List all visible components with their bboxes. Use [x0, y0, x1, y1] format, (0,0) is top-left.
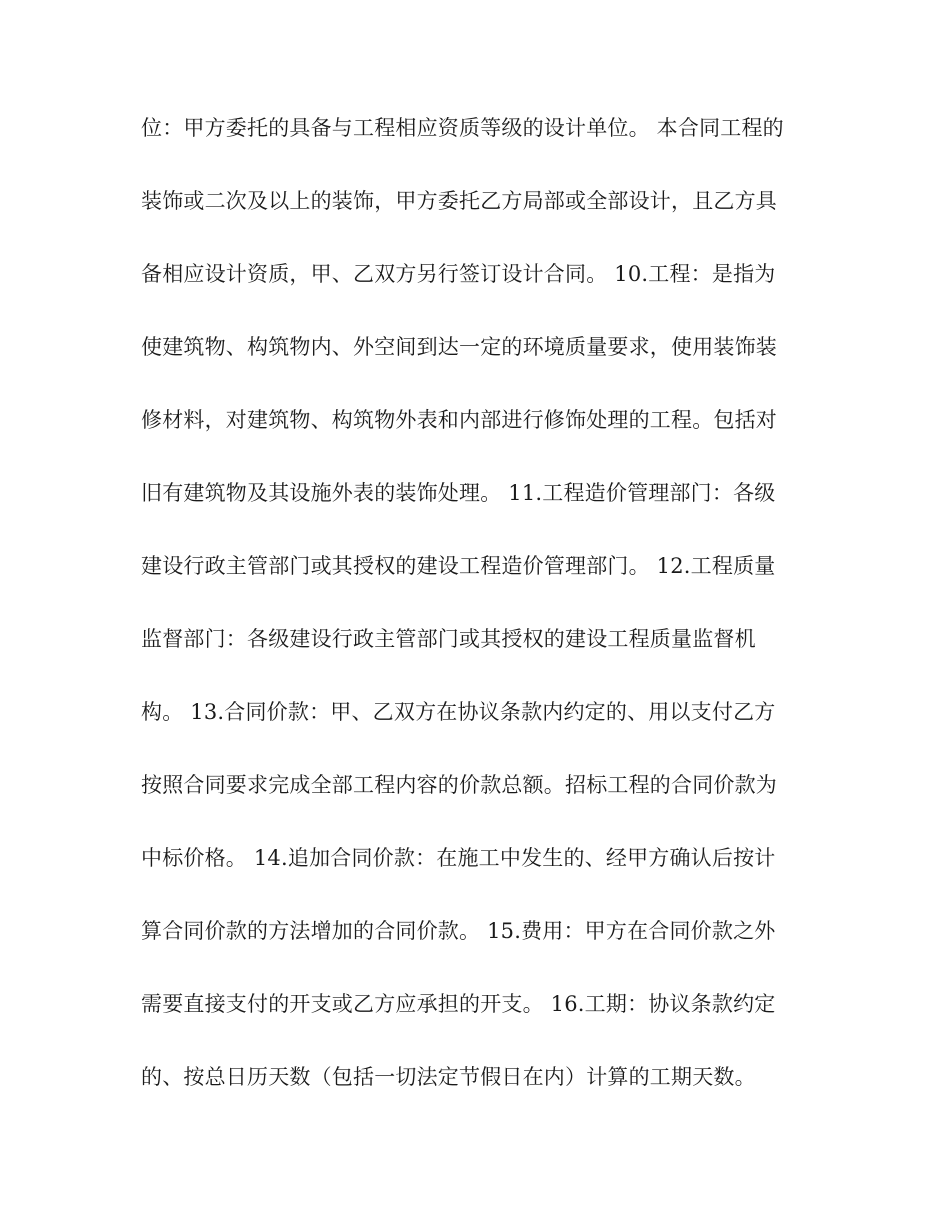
text-line: 旧有建筑物及其设施外表的装饰处理。 11.工程造价管理部门：各级 [141, 481, 776, 505]
body-text [141, 118, 811, 1140]
text-line: 按照合同要求完成全部工程内容的价款总额。招标工程的合同价款为 [141, 773, 777, 797]
text-line: 构。 13.合同价款：甲、乙双方在协议条款内约定的、用以支付乙方 [141, 700, 776, 724]
text-line: 装饰或二次及以上的装饰，甲方委托乙方局部或全部设计，且乙方具 [141, 189, 777, 213]
text-line: 建设行政主管部门或其授权的建设工程造价管理部门。 12.工程质量 [141, 554, 776, 578]
text-line: 位：甲方委托的具备与工程相应资质等级的设计单位。 本合同工程的 [141, 116, 784, 140]
text-line: 算合同价款的方法增加的合同价款。 15.费用：甲方在合同价款之外 [141, 919, 776, 943]
text-line: 修材料，对建筑物、构筑物外表和内部进行修饰处理的工程。包括对 [141, 408, 777, 432]
text-line: 监督部门：各级建设行政主管部门或其授权的建设工程质量监督机 [141, 627, 756, 651]
text-line: 备相应设计资质，甲、乙双方另行签订设计合同。 10.工程：是指为 [141, 262, 776, 286]
text-line: 使建筑物、构筑物内、外空间到达一定的环境质量要求，使用装饰装 [141, 335, 777, 359]
text-line: 中标价格。 14.追加合同价款：在施工中发生的、经甲方确认后按计 [141, 846, 776, 870]
text-line: 需要直接支付的开支或乙方应承担的开支。 16.工期：协议条款约定 [141, 992, 776, 1016]
text-line: 的、按总日历天数（包括一切法定节假日在内）计算的工期天数。 [141, 1065, 756, 1089]
